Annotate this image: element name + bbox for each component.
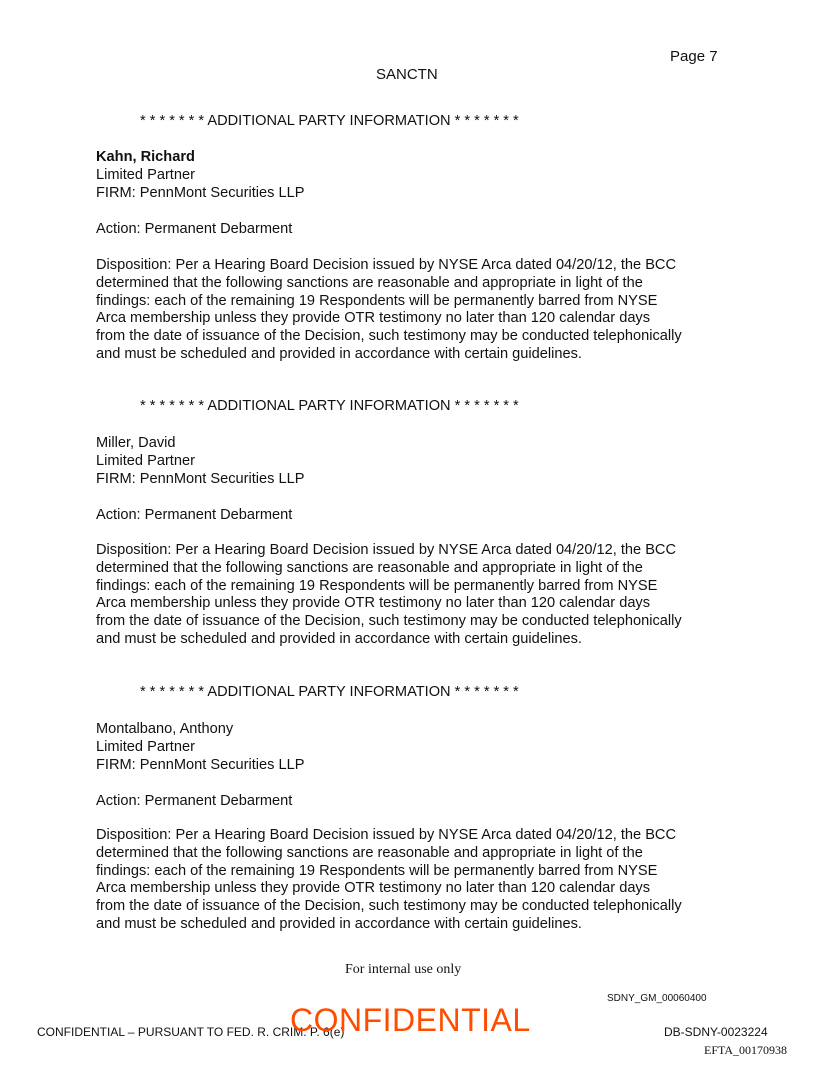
party-block xyxy=(96,720,736,774)
bates-number: SDNY_GM_00060400 xyxy=(607,993,707,1004)
party-name: Kahn, Richard xyxy=(96,149,195,165)
party-role: Limited Partner xyxy=(96,739,195,755)
party-block xyxy=(96,148,736,202)
confidential-stamp: CONFIDENTIAL xyxy=(290,1002,531,1038)
party-name: Miller, David xyxy=(96,435,176,451)
disposition-line: findings: each of the remaining 19 Respondents will be permanently barred from NYSE xyxy=(96,862,658,879)
disposition-line: Disposition: Per a Hearing Board Decision issued by NYSE Arca dated 04/20/12, the BCC xyxy=(96,542,677,558)
disposition-line: Disposition: Per a Hearing Board Decision issued by NYSE Arca dated 04/20/12, the BCC xyxy=(96,257,677,273)
confidential-notice: CONFIDENTIAL – PURSUANT TO FED. R. CRIM. P. 6(e) xyxy=(37,1025,345,1039)
section-divider: * * * * * * * ADDITIONAL PARTY INFORMATION * * * * * * * xyxy=(140,684,519,700)
party-action: Action: Permanent Debarment xyxy=(96,221,293,237)
party-disposition xyxy=(96,542,736,649)
party-role: Limited Partner xyxy=(96,453,195,469)
db-number: DB-SDNY-0023224 xyxy=(664,1025,768,1039)
disposition-line: Arca membership unless they provide OTR testimony no later than 120 calendar days xyxy=(96,310,651,327)
efta-number: EFTA_00170938 xyxy=(704,1043,788,1057)
party-block xyxy=(96,434,736,488)
section-divider: * * * * * * * ADDITIONAL PARTY INFORMATION * * * * * * * xyxy=(140,398,519,414)
report-code: SANCTN xyxy=(376,66,438,83)
party-action: Action: Permanent Debarment xyxy=(96,793,293,809)
disposition-line: Arca membership unless they provide OTR testimony no later than 120 calendar days xyxy=(96,595,651,612)
disposition-line: and must be scheduled and provided in accordance with certain guidelines. xyxy=(96,345,582,362)
party-name: Montalbano, Anthony xyxy=(96,721,234,737)
internal-use-note: For internal use only xyxy=(345,962,462,977)
disposition-line: and must be scheduled and provided in accordance with certain guidelines. xyxy=(96,915,582,932)
section-divider: * * * * * * * ADDITIONAL PARTY INFORMATION * * * * * * * xyxy=(140,113,519,129)
disposition-line: findings: each of the remaining 19 Respondents will be permanently barred from NYSE xyxy=(96,577,658,594)
party-disposition xyxy=(96,257,736,364)
page-number: Page 7 xyxy=(670,48,718,65)
disposition-line: and must be scheduled and provided in accordance with certain guidelines. xyxy=(96,630,582,647)
party-firm: FIRM: PennMont Securities LLP xyxy=(96,185,305,201)
disposition-line: Arca membership unless they provide OTR testimony no later than 120 calendar days xyxy=(96,880,651,897)
disposition-line: determined that the following sanctions are reasonable and appropriate in light of the xyxy=(96,274,643,291)
disposition-line: determined that the following sanctions are reasonable and appropriate in light of the xyxy=(96,559,643,576)
party-disposition xyxy=(96,827,736,934)
disposition-line: Disposition: Per a Hearing Board Decision issued by NYSE Arca dated 04/20/12, the BCC xyxy=(96,827,677,843)
party-action: Action: Permanent Debarment xyxy=(96,507,293,523)
disposition-line: findings: each of the remaining 19 Respondents will be permanently barred from NYSE xyxy=(96,292,658,309)
party-firm: FIRM: PennMont Securities LLP xyxy=(96,471,305,487)
disposition-line: from the date of issuance of the Decision, such testimony may be conducted telephonically xyxy=(96,613,682,630)
party-firm: FIRM: PennMont Securities LLP xyxy=(96,757,305,773)
party-role: Limited Partner xyxy=(96,167,195,183)
disposition-line: determined that the following sanctions are reasonable and appropriate in light of the xyxy=(96,844,643,861)
disposition-line: from the date of issuance of the Decision, such testimony may be conducted telephonically xyxy=(96,328,682,345)
disposition-line: from the date of issuance of the Decision, such testimony may be conducted telephonically xyxy=(96,898,682,915)
